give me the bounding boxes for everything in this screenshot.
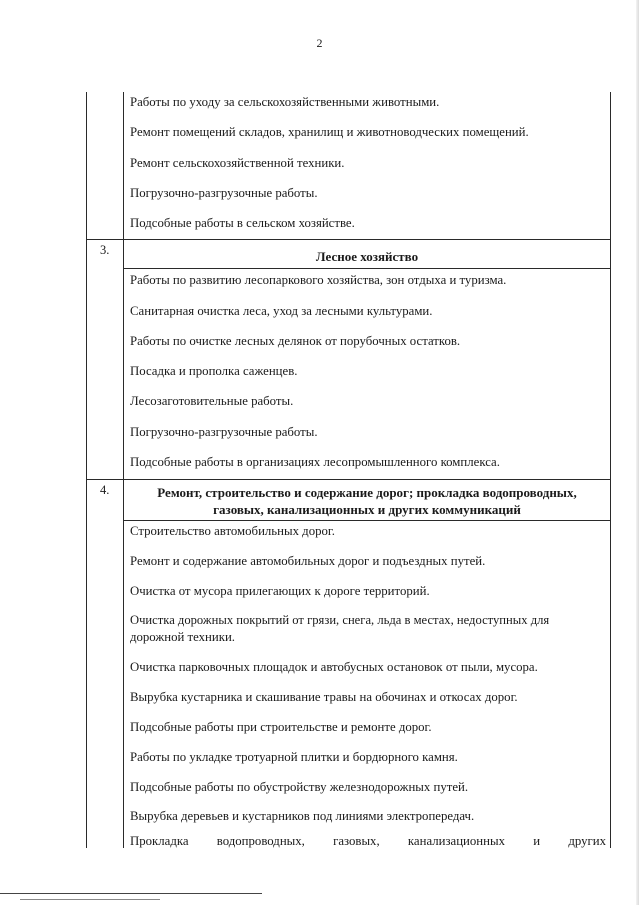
- list-item: Работы по очистке лесных делянок от порубочных остатков.: [130, 334, 461, 348]
- word: и: [533, 834, 541, 848]
- list-item: Вырубка деревьев и кустарников под линиями электропередач.: [130, 809, 475, 823]
- word: других: [568, 834, 606, 848]
- section4-title-line2: газовых, канализационных и других коммуникаций: [213, 502, 521, 517]
- footnote-separator: [0, 893, 262, 894]
- table-right-border: [610, 92, 611, 848]
- page-number: 2: [316, 36, 323, 50]
- list-item-justified: [130, 833, 606, 849]
- list-item: Лесозаготовительные работы.: [130, 394, 294, 408]
- section4-number: 4.: [100, 483, 110, 497]
- word: канализационных: [407, 834, 505, 848]
- list-item: Подсобные работы в организациях лесопромышленного комплекса.: [130, 455, 500, 469]
- list-item: Погрузочно-разгрузочные работы.: [130, 425, 318, 439]
- list-item: Подсобные работы по обустройству железнодорожных путей.: [130, 780, 469, 794]
- list-item: Подсобные работы в сельском хозяйстве.: [130, 216, 355, 230]
- list-item: Вырубка кустарника и скашивание травы на обочинах и откосах дорог.: [130, 690, 518, 704]
- list-item: Ремонт сельскохозяйственной техники.: [130, 156, 345, 170]
- list-item: Очистка парковочных площадок и автобусных остановок от пыли, мусора.: [130, 660, 538, 674]
- table-column-divider: [123, 92, 124, 848]
- list-item: Работы по развитию лесопаркового хозяйства, зон отдыха и туризма.: [130, 273, 507, 287]
- section3-top-rule: [86, 239, 611, 240]
- list-item: Работы по укладке тротуарной плитки и бордюрного камня.: [130, 750, 458, 764]
- word: водопроводных,: [216, 834, 305, 848]
- list-item: Санитарная очистка леса, уход за лесными культурами.: [130, 304, 433, 318]
- section3-title: Лесное хозяйство: [315, 249, 419, 264]
- list-item: Ремонт и содержание автомобильных дорог и подъездных путей.: [130, 554, 486, 568]
- section4-title-line1: Ремонт, строительство и содержание дорог; прокладка водопроводных,: [157, 485, 577, 500]
- list-item: Посадка и прополка саженцев.: [130, 364, 298, 378]
- table-left-border: [86, 92, 87, 848]
- section4-header-rule: [123, 520, 611, 521]
- list-item: Погрузочно-разгрузочные работы.: [130, 186, 318, 200]
- section4-top-rule: [86, 479, 611, 480]
- list-item: Работы по уходу за сельскохозяйственными животными.: [130, 95, 440, 109]
- footnote-separator-short: [20, 899, 160, 900]
- section3-header-rule: [123, 268, 611, 269]
- list-item: Подсобные работы при строительстве и ремонте дорог.: [130, 720, 432, 734]
- list-item: Очистка дорожных покрытий от грязи, снега, льда в местах, недоступных для: [130, 613, 550, 627]
- list-item: Ремонт помещений складов, хранилищ и животноводческих помещений.: [130, 125, 529, 139]
- section3-number: 3.: [100, 243, 110, 257]
- list-item-continuation: дорожной техники.: [130, 630, 235, 644]
- list-item: Очистка от мусора прилегающих к дороге территорий.: [130, 584, 430, 598]
- word: газовых,: [333, 834, 380, 848]
- list-item: Строительство автомобильных дорог.: [130, 524, 335, 538]
- word: Прокладка: [130, 834, 189, 848]
